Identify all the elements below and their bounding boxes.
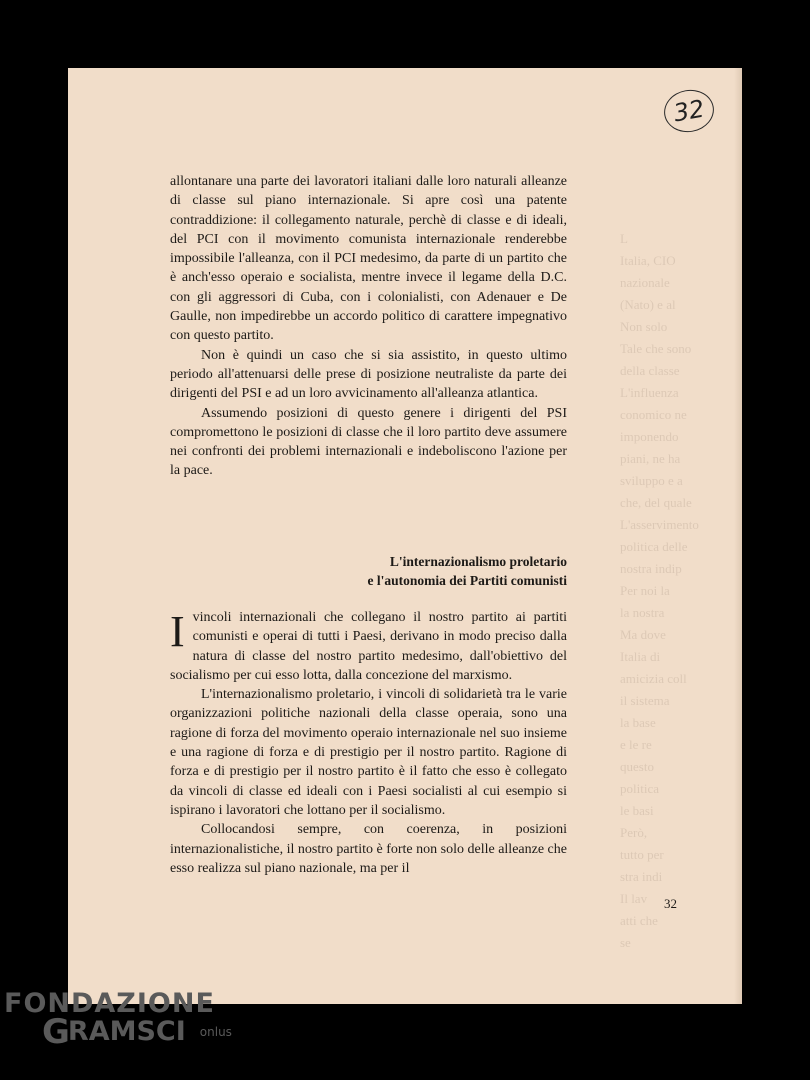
paragraph: Collocandosi sempre, con coerenza, in posizioni internazionalistiche, il nostro partito è forte non solo delle alleanze che esso realizza sul piano nazionale, ma per il [170,822,567,876]
paragraph: L'internazionalismo proletario, i vincoli di solidarietà tra le varie organizzazioni politiche nazionali della classe operaia, sono una ragione di forza del movimento operaio internazionale nel suo insieme e una ragione di forza e di prestigio per il nostro partito. Ragione di forza e di prestigio per il nostro partito è il fatto che esso è collegato da vincoli di classe ed ideali con i Paesi socialisti al cui esempio si ispirano i lavoratori che lottano per il socialismo. [170,687,567,818]
watermark-onlus: onlus [199,1025,232,1039]
document-page [68,68,742,1004]
section-heading [170,552,567,590]
body-text-top [170,172,567,481]
body-text-bottom [170,608,567,878]
watermark-g-logo: G [42,1012,70,1052]
page-folio-number: 32 [664,896,677,911]
paragraph: Assumendo posizioni di questo genere i dirigenti del PSI compromettono le posizioni di classe che il loro partito deve assumere nei confronti dei problemi internazionali e indeboliscono l'azione per la pace. [170,405,567,479]
paragraph-dropcap-text: vincoli internazionali che collegano il nostro partito ai partiti comunisti e operai di tutti i Paesi, derivano in modo preciso dalla natura di classe del nostro partito medesimo, dall'obiettivo del socialismo per cui esso lotta, dalla concezione del marxismo. [170,610,567,683]
fondazione-gramsci-watermark [4,988,232,1052]
dropcap: I [170,607,185,656]
section-heading-line-1: L'internazionalismo proletario [389,554,567,569]
watermark-line-2-text: RAMSCI [67,1016,186,1047]
handwritten-page-number: 32 [661,86,718,136]
paragraph-with-dropcap [170,608,567,685]
watermark-line-2 [42,1012,232,1052]
paragraph: allontanare una parte dei lavoratori italiani dalle loro naturali alleanze di classe sul piano internazionale. Si apre così una patente contraddizione: il collegamento naturale, perchè di classe e di ideali, del PCI con il movimento comunista internazionale renderebbe impossibile l'alleanza, con il PCI medesimo, da parte di un partito che è anch'esso operaio e socialista, mentre invece il legame della D.C. con gli aggressori di Cuba, con i colonialisti, con Adenauer e De Gaulle, non impedirebbe un accordo politico di carattere impegnativo con questo partito. [170,174,567,344]
bleed-through-text: L Italia, CIO nazionale (Nato) e al Non solo Tale che sono della classe L'influenza conomico ne imponendo piani, ne ha sviluppo e a che, del quale L'asservimento politica delle nostra indip Per noi la la nostra Ma dove Italia di amicizia coll il sistema la base e le re questo politica le basi Però, tutto per stra indi Il lav atti che se [620,231,699,950]
section-heading-line-2: e l'autonomia dei Partiti comunisti [367,573,567,588]
watermark-line-1: FONDAZIONE [4,988,215,1019]
paragraph: Non è quindi un caso che si sia assistito, in questo ultimo periodo all'attenuarsi delle prese di posizione neutraliste da parte dei dirigenti del PSI e ad un loro avvicinamento all'alleanza atlantica. [170,347,567,402]
